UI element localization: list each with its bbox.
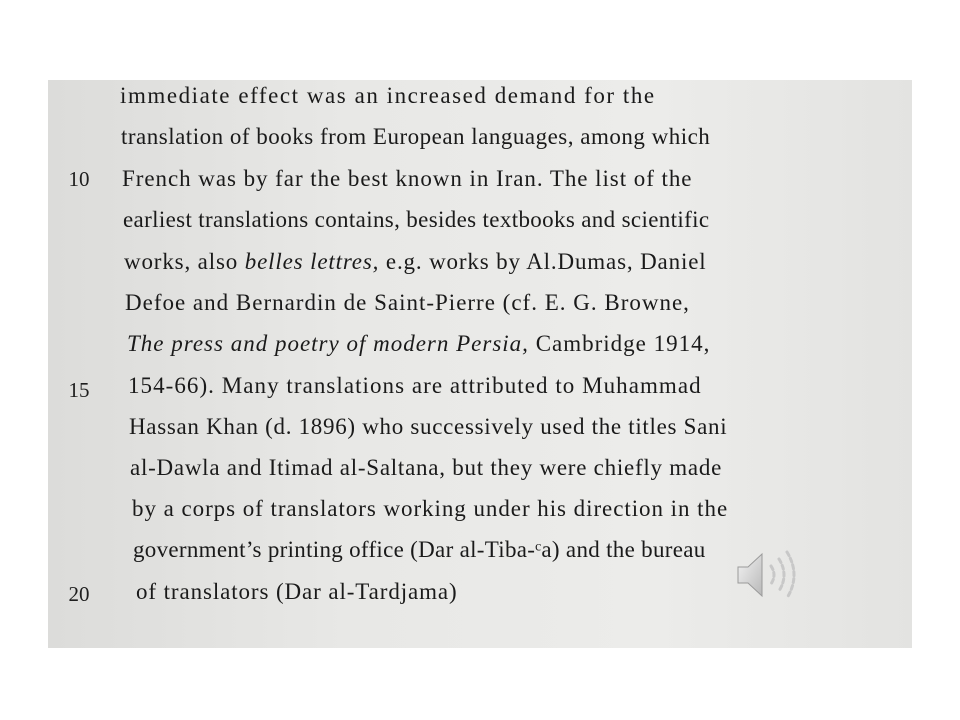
line-text: by a corps of translators working under his direction in the xyxy=(132,496,729,521)
line-text: immediate effect was an increased demand for the xyxy=(120,83,656,108)
line-text: Hassan Khan (d. 1896) who successively used the titles Sani xyxy=(129,414,728,439)
text-line xyxy=(48,448,912,488)
text-line xyxy=(48,283,912,323)
line-text: translation of books from European languages, among which xyxy=(121,124,711,149)
text-line xyxy=(48,80,912,116)
line-number: 20 xyxy=(68,582,90,606)
line-text: of translators (Dar al-Tardjama) xyxy=(136,579,458,604)
speaker-icon xyxy=(732,545,802,605)
text-line xyxy=(48,324,912,364)
line-text: works, also belles lettres, e.g. works by Al.Dumas, Daniel xyxy=(124,249,707,274)
text-line xyxy=(48,117,912,157)
line-text: al-Dawla and Itimad al-Saltana, but they were chiefly made xyxy=(130,455,723,480)
line-text: Defoe and Bernardin de Saint-Pierre (cf. E. G. Browne, xyxy=(125,290,690,315)
text-line xyxy=(48,366,912,406)
line-text: French was by far the best known in Iran. The list of the xyxy=(122,166,693,191)
speaker-audio-icon[interactable] xyxy=(732,545,802,605)
line-number: 10 xyxy=(68,167,90,191)
text-line xyxy=(48,159,912,199)
text-line xyxy=(48,200,912,240)
line-number: 15 xyxy=(68,378,90,402)
line-text: government’s printing office (Dar al-Tiba-ᶜa) and the bureau xyxy=(133,537,706,562)
line-text: The press and poetry of modern Persia, Cambridge 1914, xyxy=(127,331,711,356)
text-line xyxy=(48,407,912,447)
text-line xyxy=(48,489,912,529)
line-text: earliest translations contains, besides textbooks and scientific xyxy=(123,207,710,232)
text-line xyxy=(48,242,912,282)
line-text: 154-66). Many translations are attributed to Muhammad xyxy=(128,373,702,398)
